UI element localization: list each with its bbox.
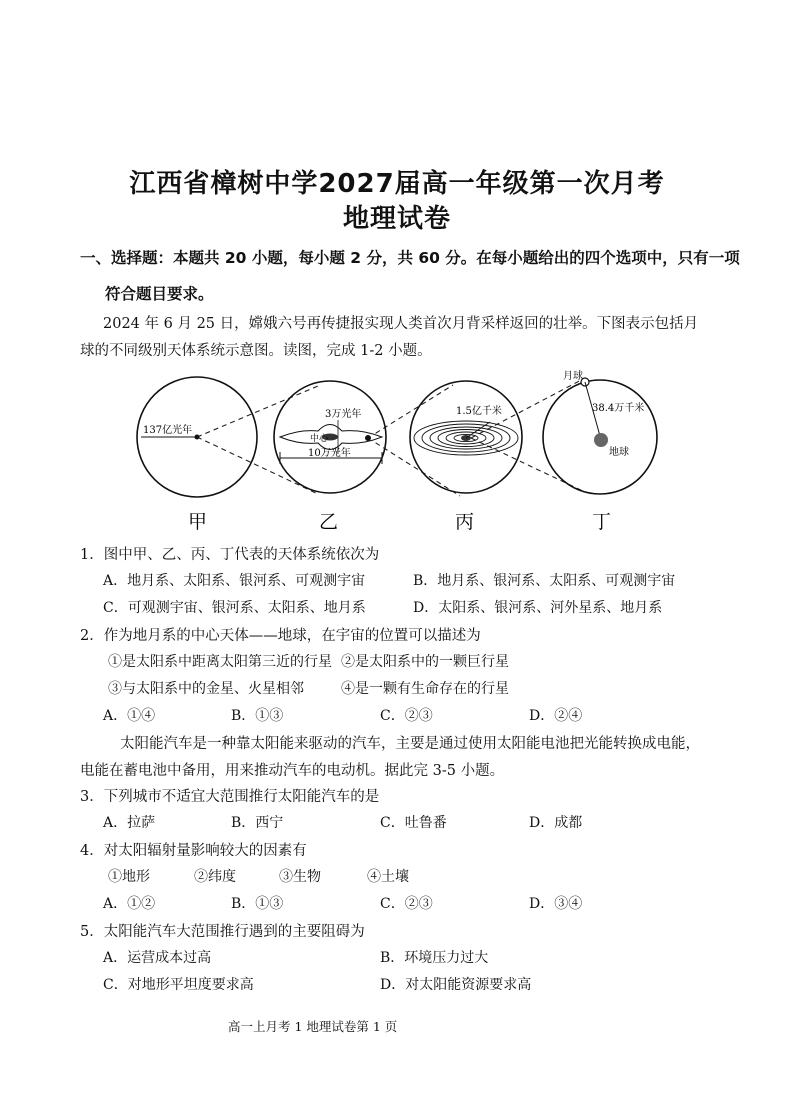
yi-diameter-label: 10万光年: [308, 448, 351, 459]
question-3-stem: 3．下列城市不适宜大范围推行太阳能汽车的是: [80, 789, 380, 805]
q4-factor-3: ③生物: [279, 869, 321, 885]
ding-distance-label: 38.4万千米: [592, 403, 645, 414]
q4-option-b: B．①③: [231, 896, 284, 912]
earth-icon: [594, 433, 608, 447]
yi-center-label: 中心: [310, 434, 329, 444]
diagram-bing: [410, 381, 522, 533]
q2-option-b: B．①③: [231, 708, 284, 724]
exam-subject-title: 地理试卷: [342, 204, 451, 234]
q3-option-c: C．吐鲁番: [380, 815, 447, 831]
q3-option-b: B．西宁: [231, 815, 284, 831]
diagram-ding: [543, 369, 657, 533]
q5-option-c: C．对地形平坦度要求高: [103, 977, 254, 993]
q3-option-d: D．成都: [529, 815, 583, 831]
q2-option-d: D．②④: [529, 708, 583, 724]
ding-label: 丁: [592, 511, 612, 533]
ding-earth-label: 地球: [609, 447, 629, 458]
jia-radius-label: 137亿光年: [143, 425, 193, 436]
q1-option-a: A．地月系、太阳系、银河系、可观测宇宙: [103, 573, 366, 589]
q4-factor-2: ②纬度: [194, 869, 236, 885]
diagram-jia: [137, 377, 257, 533]
yi-label: 乙: [319, 511, 339, 533]
q2-option-a: A．①④: [103, 708, 156, 724]
question-2-stem: 2．作为地月系的中心天体——地球，在宇宙的位置可以描述为: [80, 628, 481, 644]
question-5-stem: 5．太阳能汽车大范围推行遇到的主要阻碍为: [80, 924, 365, 940]
question-1-stem: 1．图中甲、乙、丙、丁代表的天体系统依次为: [80, 547, 380, 563]
q4-option-c: C．②③: [380, 896, 433, 912]
q1-option-b: B．地月系、银河系、太阳系、可观测宇宙: [413, 573, 676, 589]
celestial-systems-figure: [130, 364, 670, 534]
jia-label: 甲: [188, 511, 208, 533]
yi-thickness-label: 3万光年: [325, 409, 362, 420]
passage-1-line-2: 球的不同级别天体系统示意图。读图，完成 1-2 小题。: [80, 343, 432, 359]
q2-option-c: C．②③: [380, 708, 433, 724]
question-4-stem: 4．对太阳辐射量影响较大的因素有: [80, 843, 307, 859]
q4-option-a: A．①②: [103, 896, 156, 912]
bing-label: 丙: [455, 511, 475, 533]
diagram-yi: [274, 381, 386, 533]
section-heading: 一、选择题：本题共 20 小题，每小题 2 分，共 60 分。在每小题给出的四个选项中，只有一项: [80, 249, 740, 267]
q4-factor-4: ④土壤: [367, 869, 409, 885]
q5-option-d: D．对太阳能资源要求高: [380, 977, 532, 993]
section-heading-cont: 符合题目要求。: [105, 285, 214, 303]
exam-title: 江西省樟树中学2027届高一年级第一次月考: [129, 169, 665, 199]
q1-option-c: C．可观测宇宙、银河系、太阳系、地月系: [103, 600, 366, 616]
q5-option-a: A．运营成本过高: [103, 950, 212, 966]
q2-statement-1: ①是太阳系中距离太阳第三近的行星: [108, 654, 332, 670]
q4-option-d: D．③④: [529, 896, 583, 912]
passage-1-line-1: 2024 年 6 月 25 日，嫦娥六号再传捷报实现人类首次月背采样返回的壮举。下图表示包括月: [103, 316, 699, 332]
bing-radius-label: 1.5亿千米: [456, 406, 502, 417]
q2-statement-3: ③与太阳系中的金星、火星相邻: [108, 681, 304, 697]
q1-option-d: D．太阳系、银河系、河外星系、地月系: [413, 600, 663, 616]
passage-2-line-1: 太阳能汽车是一种靠太阳能来驱动的汽车，主要是通过使用太阳能电池把光能转换成电能，: [120, 736, 700, 752]
passage-2-line-2: 电能在蓄电池中备用，用来推动汽车的电动机。据此完 3-5 小题。: [80, 763, 505, 779]
q3-option-a: A．拉萨: [103, 815, 156, 831]
q2-statement-4: ④是一颗有生命存在的行星: [341, 681, 509, 697]
ding-moon-label: 月球: [563, 371, 583, 382]
q2-statement-2: ②是太阳系中的一颗巨行星: [341, 654, 509, 670]
page-footer: 高一上月考 1 地理试卷第 1 页: [228, 1019, 398, 1034]
q5-option-b: B．环境压力过大: [380, 950, 489, 966]
q4-factor-1: ①地形: [108, 869, 150, 885]
